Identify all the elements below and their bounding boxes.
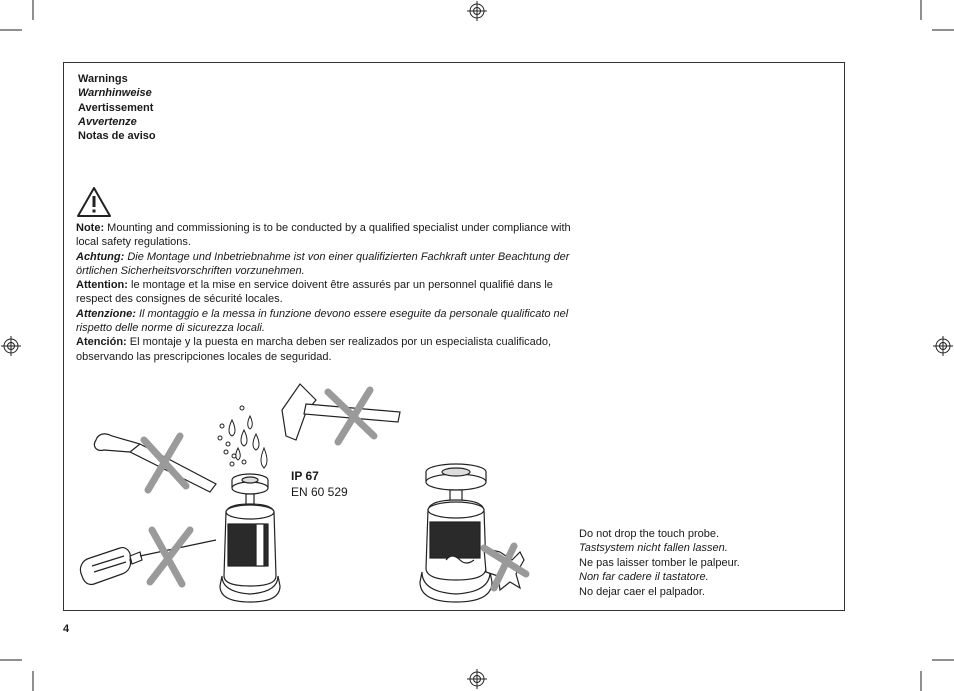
cross-out-icon <box>144 436 186 490</box>
note-en: Note: Mounting and commissioning is to be conducted by a qualified specialist under compliance with local safety regulations. <box>76 222 571 249</box>
note-de: Achtung: Die Montage und Inbetriebnahme ist von einer qualifizierten Fachkraft unter Beachtung der örtlichen Sicherheitsvorschriften vorzunehmen. <box>76 250 570 277</box>
drop-notice-fr: Ne pas laisser tomber le palpeur. <box>579 556 740 569</box>
cross-out-icon <box>150 530 190 584</box>
drop-notice-es: No dejar caer el palpador. <box>579 585 705 598</box>
note-es: Atención: El montaje y la puesta en marcha deben ser realizados por un especialista cualificado, observando las prescripciones locales de seguridad. <box>76 336 552 363</box>
touch-probe-illustration <box>220 474 280 602</box>
ip-rating <box>291 468 348 500</box>
heading-en: Warnings <box>78 73 128 85</box>
note-fr: Attention: le montage et la mise en service doivent être assurés par un personnel qualifié dans le respect des consignes de sécurité locales. <box>76 279 553 306</box>
heading-it: Avvertenze <box>78 115 137 128</box>
ip-standard: EN 60 529 <box>291 485 348 499</box>
drop-notice-en: Do not drop the touch probe. <box>579 528 720 540</box>
heading-es: Notas de aviso <box>78 130 156 143</box>
drop-notice-de: Tastsystem nicht fallen lassen. <box>579 542 728 555</box>
ip-rating-code: IP 67 <box>291 469 319 483</box>
drop-notice-it: Non far cadere il tastatore. <box>579 571 709 584</box>
page-number: 4 <box>63 623 70 635</box>
drop-notice <box>579 527 740 599</box>
water-drops-illustration <box>218 406 267 468</box>
dropped-probe-illustration <box>420 464 524 602</box>
heading-de: Warnhinweise <box>78 87 152 100</box>
screwdriver-illustration <box>80 540 216 585</box>
note-it: Attenzione: Il montaggio e la messa in funzione devono essere eseguite da personale qualificato nel rispetto delle norme di sicurezza locali. <box>76 307 569 335</box>
heading-fr: Avertissement <box>78 101 154 114</box>
